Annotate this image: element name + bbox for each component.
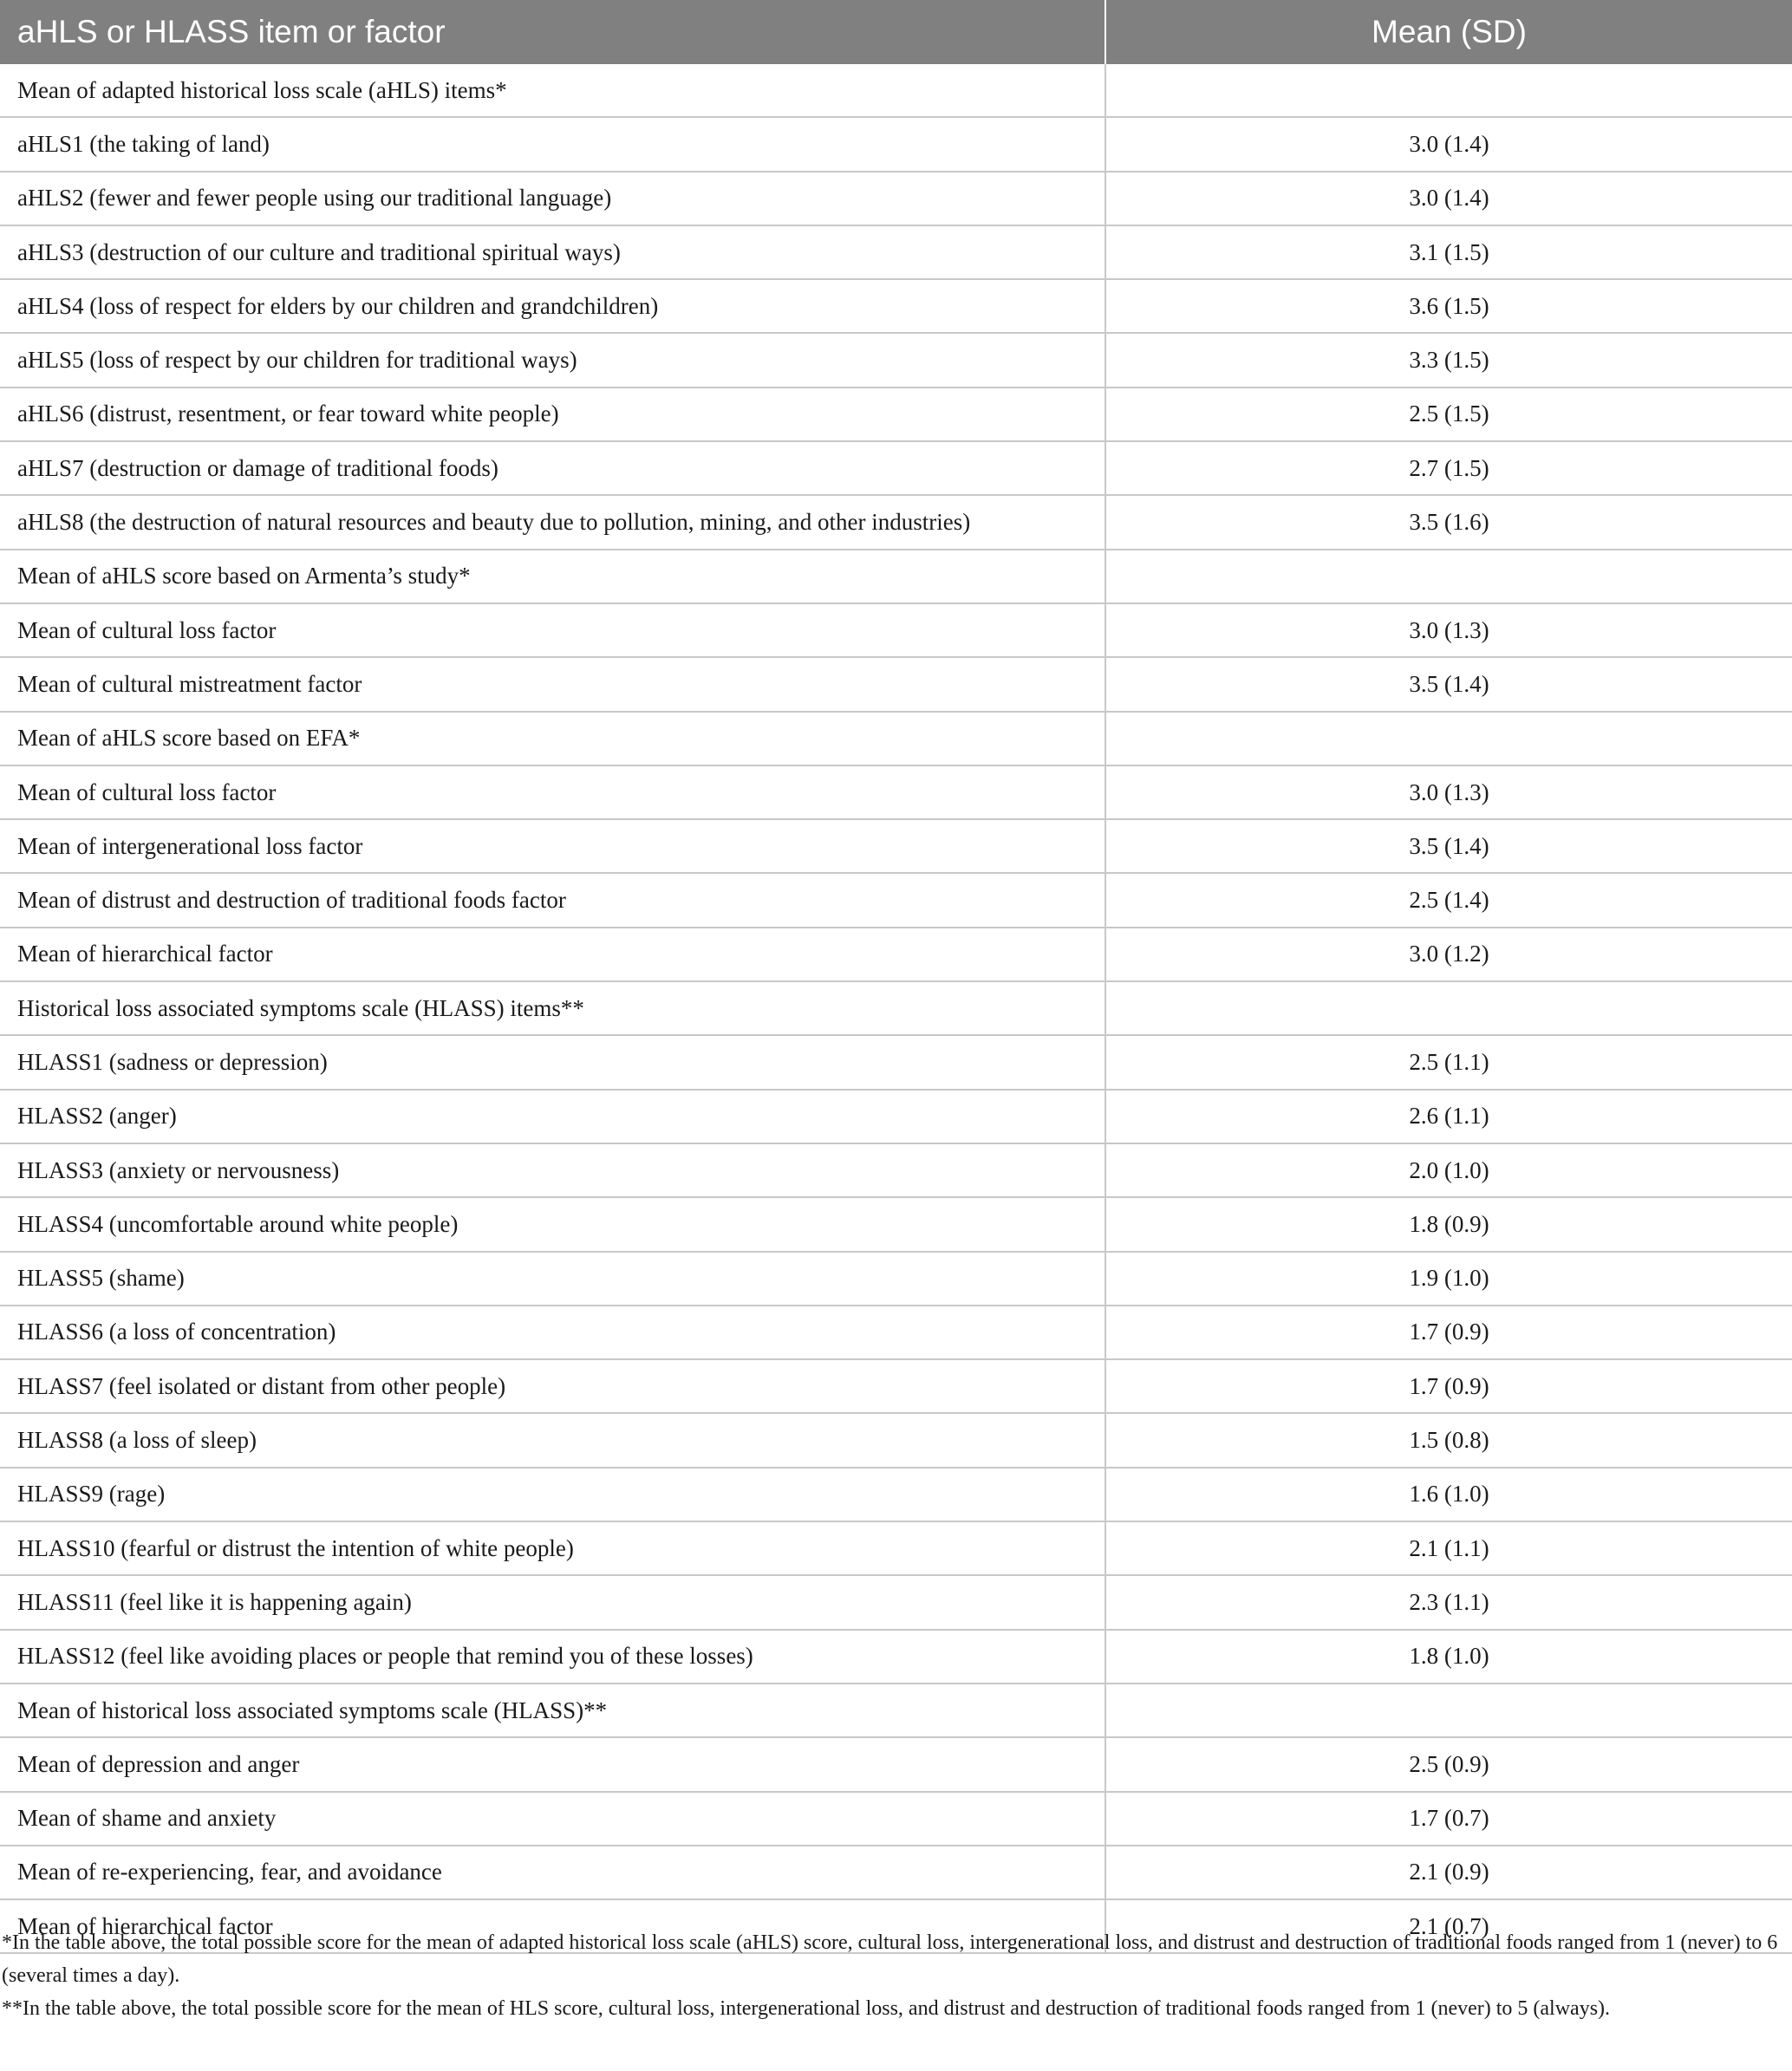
footnotes	[0, 1926, 1781, 2025]
table-row	[0, 1197, 1792, 1251]
row-item: HLASS11 (feel like it is happening again)	[0, 1575, 1105, 1629]
row-mean: 2.3 (1.1)	[1105, 1575, 1792, 1629]
row-mean: 1.7 (0.9)	[1105, 1306, 1792, 1359]
row-item: aHLS3 (destruction of our culture and traditional spiritual ways)	[0, 225, 1105, 279]
row-mean: 3.5 (1.4)	[1105, 819, 1792, 873]
row-mean: 3.0 (1.4)	[1105, 117, 1792, 171]
table-row	[0, 1521, 1792, 1575]
table-row	[0, 819, 1792, 873]
row-mean: 3.5 (1.6)	[1105, 495, 1792, 549]
footnote-2: **In the table above, the total possible score for the mean of HLS score, cultural loss, intergenerational loss, and distrust and destruction of traditional foods ranged from 1 (never) to 5 (always).	[2, 1997, 1611, 2020]
row-item: Mean of adapted historical loss scale (aHLS) items*	[0, 64, 1105, 117]
table-row	[0, 1846, 1792, 1899]
row-mean: 1.6 (1.0)	[1105, 1468, 1792, 1521]
row-item: HLASS9 (rage)	[0, 1468, 1105, 1521]
row-item: aHLS6 (distrust, resentment, or fear toward white people)	[0, 387, 1105, 441]
row-item: Mean of cultural loss factor	[0, 603, 1105, 657]
row-mean	[1105, 712, 1792, 765]
table-header	[0, 0, 1792, 64]
row-item: aHLS7 (destruction or damage of traditional foods)	[0, 441, 1105, 495]
row-item: aHLS2 (fewer and fewer people using our traditional language)	[0, 172, 1105, 225]
row-item: HLASS12 (feel like avoiding places or people that remind you of these losses)	[0, 1630, 1105, 1684]
table-row	[0, 1792, 1792, 1846]
row-item: aHLS8 (the destruction of natural resources and beauty due to pollution, mining, and other industries)	[0, 495, 1105, 549]
row-item: HLASS7 (feel isolated or distant from other people)	[0, 1359, 1105, 1413]
row-mean	[1105, 64, 1792, 117]
table-row	[0, 550, 1792, 603]
table-row	[0, 1306, 1792, 1359]
row-item: Mean of re-experiencing, fear, and avoidance	[0, 1846, 1105, 1899]
table-row	[0, 928, 1792, 981]
table-row	[0, 981, 1792, 1035]
header-row	[0, 0, 1792, 64]
row-item: aHLS1 (the taking of land)	[0, 117, 1105, 171]
row-item: Mean of intergenerational loss factor	[0, 819, 1105, 873]
row-mean: 2.6 (1.1)	[1105, 1090, 1792, 1143]
row-mean: 3.0 (1.2)	[1105, 928, 1792, 981]
table-row	[0, 225, 1792, 279]
row-mean: 2.5 (1.5)	[1105, 387, 1792, 441]
row-item: HLASS3 (anxiety or nervousness)	[0, 1143, 1105, 1197]
table-row	[0, 873, 1792, 927]
table-body	[0, 64, 1792, 1953]
table-row	[0, 1737, 1792, 1791]
row-item: Mean of shame and anxiety	[0, 1792, 1105, 1846]
row-mean: 1.7 (0.7)	[1105, 1792, 1792, 1846]
row-item: Mean of aHLS score based on EFA*	[0, 712, 1105, 765]
table-row	[0, 387, 1792, 441]
table-row	[0, 657, 1792, 711]
row-item: Mean of cultural mistreatment factor	[0, 657, 1105, 711]
row-mean: 2.0 (1.0)	[1105, 1143, 1792, 1197]
table-row	[0, 64, 1792, 117]
row-mean	[1105, 981, 1792, 1035]
row-item: Mean of cultural loss factor	[0, 765, 1105, 819]
row-item: HLASS5 (shame)	[0, 1252, 1105, 1306]
table-row	[0, 1575, 1792, 1629]
row-item: Mean of aHLS score based on Armenta’s study*	[0, 550, 1105, 603]
row-item: HLASS10 (fearful or distrust the intention of white people)	[0, 1521, 1105, 1575]
row-mean: 2.1 (0.9)	[1105, 1846, 1792, 1899]
row-item: Mean of hierarchical factor	[0, 928, 1105, 981]
row-mean: 1.5 (0.8)	[1105, 1413, 1792, 1467]
row-mean: 2.5 (0.9)	[1105, 1737, 1792, 1791]
row-item: Mean of depression and anger	[0, 1737, 1105, 1791]
row-item: HLASS1 (sadness or depression)	[0, 1035, 1105, 1089]
row-mean: 3.5 (1.4)	[1105, 657, 1792, 711]
row-mean	[1105, 1684, 1792, 1737]
table-row	[0, 712, 1792, 765]
header-mean: Mean (SD)	[1105, 0, 1792, 64]
table-row	[0, 172, 1792, 225]
row-item: HLASS6 (a loss of concentration)	[0, 1306, 1105, 1359]
row-mean: 2.1 (1.1)	[1105, 1521, 1792, 1575]
row-mean: 3.3 (1.5)	[1105, 333, 1792, 387]
row-item: Mean of distrust and destruction of traditional foods factor	[0, 873, 1105, 927]
row-mean: 3.0 (1.3)	[1105, 765, 1792, 819]
row-mean: 1.9 (1.0)	[1105, 1252, 1792, 1306]
table-row	[0, 441, 1792, 495]
row-item: aHLS4 (loss of respect for elders by our children and grandchildren)	[0, 279, 1105, 333]
table-row	[0, 117, 1792, 171]
table-row	[0, 1630, 1792, 1684]
footnote-1: *In the table above, the total possible score for the mean of adapted historical loss scale (aHLS) score, cultural loss, intergenerational loss, and distrust and destruction of traditional foods ranged from 1 (never) to 6 (several times a day).	[2, 1931, 1778, 1987]
table-row	[0, 1359, 1792, 1413]
row-mean: 1.8 (1.0)	[1105, 1630, 1792, 1684]
table-row	[0, 1468, 1792, 1521]
row-item: Mean of historical loss associated symptoms scale (HLASS)**	[0, 1684, 1105, 1737]
row-mean: 2.5 (1.1)	[1105, 1035, 1792, 1089]
table-row	[0, 1090, 1792, 1143]
row-item: HLASS4 (uncomfortable around white people)	[0, 1197, 1105, 1251]
row-mean: 3.0 (1.3)	[1105, 603, 1792, 657]
row-mean: 3.0 (1.4)	[1105, 172, 1792, 225]
row-mean: 2.5 (1.4)	[1105, 873, 1792, 927]
table-row	[0, 1413, 1792, 1467]
row-mean: 1.7 (0.9)	[1105, 1359, 1792, 1413]
table-row	[0, 279, 1792, 333]
row-item: HLASS8 (a loss of sleep)	[0, 1413, 1105, 1467]
row-mean: 2.1 (0.7)	[1105, 1899, 1792, 1953]
row-mean: 3.1 (1.5)	[1105, 225, 1792, 279]
table-row	[0, 603, 1792, 657]
table-row	[0, 1143, 1792, 1197]
table-row	[0, 1684, 1792, 1737]
row-item: Historical loss associated symptoms scale (HLASS) items**	[0, 981, 1105, 1035]
table-row	[0, 1252, 1792, 1306]
row-mean: 2.7 (1.5)	[1105, 441, 1792, 495]
table-row	[0, 765, 1792, 819]
row-mean	[1105, 550, 1792, 603]
row-item: Mean of hierarchical factor	[0, 1899, 1105, 1953]
table-row	[0, 1035, 1792, 1089]
table-row	[0, 333, 1792, 387]
table-row	[0, 495, 1792, 549]
row-item: HLASS2 (anger)	[0, 1090, 1105, 1143]
row-mean: 3.6 (1.5)	[1105, 279, 1792, 333]
row-mean: 1.8 (0.9)	[1105, 1197, 1792, 1251]
header-item: aHLS or HLASS item or factor	[0, 0, 1105, 64]
row-item: aHLS5 (loss of respect by our children for traditional ways)	[0, 333, 1105, 387]
